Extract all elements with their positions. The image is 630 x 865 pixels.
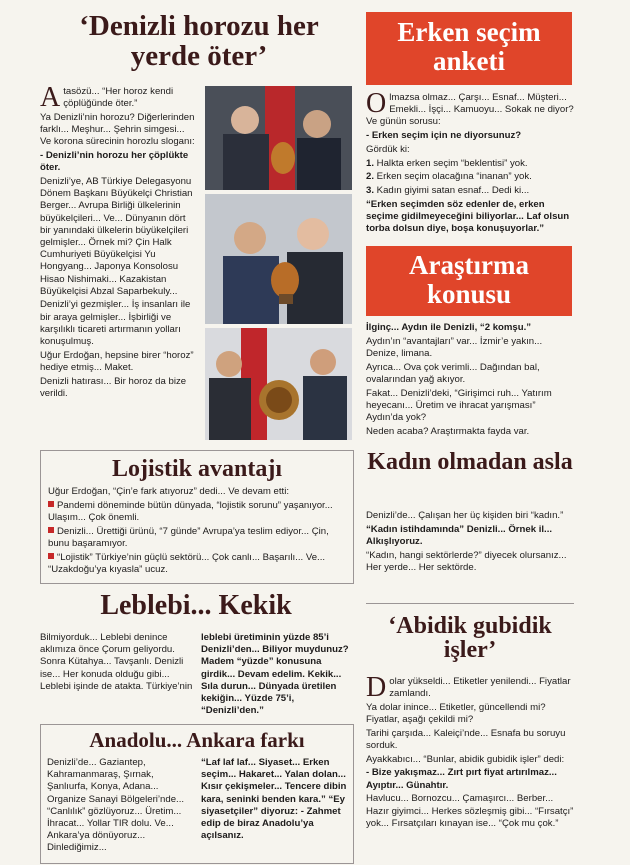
logistics-box [40,450,354,584]
plaque-gift-photo-3 [205,328,352,440]
logistics-item-3: “Lojistik” Türkiye’nin güçlü sektörü... Çok canlı... Başarılı... Ve... “Uzakdoğu’ya kıyasla” ucuz. [48,551,326,576]
divider-line [366,603,574,604]
research-headline-box [366,246,572,316]
abidik-p6: Havlucu... Bornozcu... Çamaşırcı... Berber... Hazır giyimci... Herkes sözleşmiş gibi... “Fırsatçı” yok... Fırsatçıları kınayan ise... “Çok mu çok.” [366,793,574,829]
abidik-body [366,672,574,831]
abidik-p5: - Bize yakışmaz... Zırt pırt fiyat artırılmaz... Ayıptır... Günahtır. [366,767,557,791]
early-election-item-3: 3. Kadın giyimi satan esnaf... Dedi ki... [366,184,530,196]
rooster-p5: Denizli’yi gezmişler... İş insanları ile bir araya gelmişler... İşbirliği ve karşılıklı ticareti artırmanın yolları konuşulmuş. [40,299,191,348]
no-women-p2: “Kadın istihdamında” Denizli... Örnek il... Alkışlıyoruz. [366,523,553,547]
chickpea-col1: Bilmiyorduk... Leblebi denince aklımıza önce Çorum geliyordu. Sonra Kütahya... Tavşanlı. Denizli ise... Her konuda olduğu gibi... Leblebi işinde de atakta. Türkiye’nin [40,632,193,692]
logistics-item-1: Pandemi döneminde bütün dünyada, “lojistik sorunu” yaşanıyor... Ulaşım... Çok önemli. [48,500,333,524]
early-election-item-1: 1. Halkta erken seçim “beklentisi” yok. [366,157,528,169]
logistics-body [41,481,353,576]
logistics-intro: Uğur Erdoğan, “Çin’e fark atıyoruz” dedi... Ve devam etti: [48,486,290,498]
anatolia-headline: Anadolu... Ankara farkı [89,728,305,752]
research-p2: Aydın’ın “avantajları” var... İzmir’e yakın... Denize, limana. [366,335,543,359]
rooster-p7: Denizli hatırası... Bir horoz da bize verildi. [40,375,187,399]
rooster-gift-photo-1 [205,86,352,190]
no-women-p1: Denizli’de... Çalışan her üç kişiden biri “kadın.” [366,510,564,521]
early-election-quote: “Erken seçimden söz edenler de, erken seçime gidilmeyeceğini biliyorlar... Laf olsun torba dolsun diye, boşa konuşuyorlar.” [366,198,570,235]
abidik-p4: Ayakkabıcı... “Bunlar, abidik gubidik işler” dedi: [366,753,565,765]
research-p5: Neden acaba? Araştırmakta fayda var. [366,425,530,437]
research-p4: Fakat... Denizli’deki, “Girişimci ruh... Yatırım heyecanı... Üretim ve ihracat yarışması” Aydın’da yok? [366,387,552,423]
anatolia-box [40,724,354,864]
rooster-headline: ‘Denizli horozu her yerde öter’ [79,10,319,72]
bullet-icon [48,527,54,533]
early-election-headline-box [366,12,572,85]
early-election-headline: Erken seçim anketi [397,17,541,76]
abidik-p2: Ya dolar inince... Etiketler, güncellendi mi? Fiyatlar, aşağı çekildi mi? [366,701,546,726]
rooster-gift-photo-2 [205,194,352,324]
photo-2-illustration [205,194,352,324]
research-headline: Araştırma konusu [409,250,529,309]
logistics-headline: Lojistik avantajı [111,456,282,482]
photo-3-illustration [205,328,352,440]
rooster-p2: Ya Denizli’nin horozu? Diğerlerinden farklı... Meşhur... Şehrin simgesi... Ve korona sürecinin horozlu sloganı: [40,111,195,148]
bullet-icon [48,553,54,559]
early-election-question: - Erken seçim için ne diyorsunuz? [366,130,522,142]
anatolia-col1: Denizli’de... Gaziantep, Kahramanmaraş, Şırnak, Şanlıurfa, Konya, Adana... Organize Sanayi Bölgeleri’nde... “Canlılık” gözlüyoruz... Üretim... İhracat... Yollar TIR dolu. Ve... Ankara’ya dönüyoruz... Dinlediğimiz... [47,757,185,854]
anatolia-col2: “Laf laf laf... Siyaset... Erken seçim... Hakaret... Yalan dolan... Kısır çekişmeler... Tencere dibin kara, seninki benden kara.” “Ey siyasetçiler” diyoruz: - Zahmet edip de biraz Anadolu’ya açılsanız. [201,757,347,842]
logistics-item-2: Denizli... Ürettiği ürünü, “7 günde” Avrupa’ya teslim ediyor... Çin, bunu başaramıyor. [48,526,329,550]
no-women-body [366,510,574,576]
abidik-p3: Tarihi çarşıda... Kaleiçi’nde... Esnafa bu soruyu sorduk. [366,727,566,752]
abidik-p1: Dolar yükseldi... Etiketler yenilendi... Fiyatlar zamlandı. [366,672,571,703]
early-election-body [366,88,574,237]
rooster-p3: - Denizli’nin horozu her çöplükte öter. [40,150,189,174]
chickpea-headline: Leblebi... Kekik [100,590,292,621]
research-p3: Ayrıca... Ova çok verimli... Dağından bal, ovalarından yağ akıyor. [366,361,540,385]
photo-1-illustration [205,86,352,190]
abidik-headline: ‘Abidik gubidik işler’ [388,613,552,664]
early-election-item-2: 2. Erken seçim olacağına “inanan” yok. [366,171,532,183]
early-election-seen: Gördük ki: [366,143,410,155]
rooster-p4: Denizli’ye, AB Türkiye Delegasyonu Dönem Başkanı Büyükelçi Christian Berger... Avrupa Birliği ülkelerinin büyükelçileri... Ve... Dünyanın dört bir yanındaki ülkelerin büyükelçileri gelmişler... Örnek mi? Çin Halk Cumhuriyeti Büyükelçisi Yu Hongyang... Japonya Konsolosu Hisao Nishimaki... Kazakistan Büyükelçisi Abzal Saparbekuly... [40,175,193,297]
no-women-headline: Kadın olmadan asla [367,449,573,475]
rooster-body [40,82,198,402]
chickpea-col2: leblebi üretiminin yüzde 85’i Denizli’den... Biliyor muydunuz? Madem “yüzde” konusuna girdik... Devam edelim. Kekik... Sıla durun... Dünyada üretilen kekiğin... Yüzde 75’i, “Denizli’den.” [201,632,349,717]
rooster-p1: Atasözü... “Her horoz kendi çöplüğünde öter.” [40,82,174,113]
research-body [366,322,574,439]
early-election-intro: Olmazsa olmaz... Çarşı... Esnaf... Müşteri... Emekli... İşçi... Kamuoyu... Sokak ne diyor? Ve günün sorusu: [366,88,574,128]
rooster-p6: Uğur Erdoğan, hepsine birer “horoz” hediye etmiş... Maket. [40,349,194,373]
bullet-icon [48,501,54,507]
research-p1: İlginç... Aydın ile Denizli, “2 komşu.” [366,322,532,333]
no-women-p3: “Kadın, hangi sektörlerde?” diyecek olursanız... Her yerde... Her sektörde. [366,549,567,573]
